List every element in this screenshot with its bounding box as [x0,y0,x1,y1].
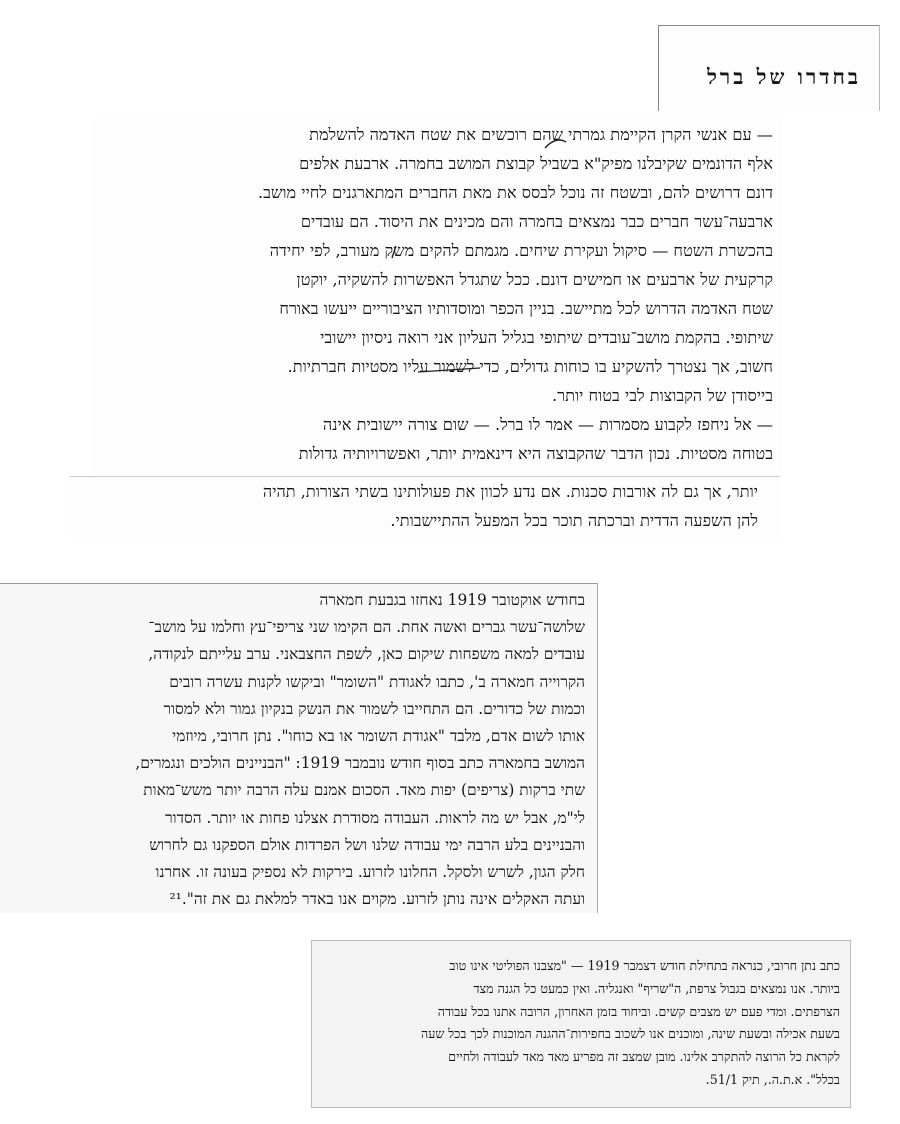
text-line: ביותר. אנו נמצאים בגבול צרפת, ה"שריף" ואנגליה. ואין כמעט כל הגנה מצד [473,980,840,996]
text-line: כתב נתן חרובי, כנראה בתחילת חודש דצמבר 1919 — "מצבנו הפוליטי אינו טוב [449,958,840,973]
text-line: שיתופי. בהקמת מושב־עובדים שיתופי בגליל העליון אני רואה ניסיון יישובי [320,328,773,347]
text-clipping-2 [0,583,598,913]
text-line: שטח האדמה הדרוש לכל מתיישב. בניין הכפר ומוסדותיו הציבוריים ייעשו באורח [279,299,773,318]
text-line: להן השפעה הדדית וברכתה תוכר בכל המפעל ההתיישבותי. [390,511,758,530]
text-line: עובדים למאה משפחות שיקום כאן, לשפת החצבאני. ערב עלייתם לנקודה, [148,645,585,664]
text-line: בכלל". א.ת.ה., תיק 51/1. [705,1071,840,1087]
text-line: קרקעית של ארבעים או חמישים דונם. ככל שתגדל האפשרות להשקיה, יוקטן [296,270,773,289]
text-line: הצרפתים. ומדי פעם יש מצבים קשים. וביחוד בזמן האחרון, הרובה אתנו בכל עבודה [437,1003,840,1019]
text-line: שתי ברקות (צריפים) יפות מאד. הסכום אמנם עלה הרבה יותר משש־מאות [143,781,585,800]
text-line: שלושה־עשר גברים ואשה אחת. הם הקימו שני צריפי־עץ וחלמו על מושב־ [148,618,585,637]
text-line: אלף הדונמים שקיבלנו מפיק"א בשביל קבוצת המושב בחמרה. ארבעת אלפים [299,154,773,173]
text-line: בייסודן של הקבוצות לבי בטוח יותר. [552,386,773,405]
text-line: והבניינים בלע הרבה ימי עבודה שלנו ושל הפרדות אולם הספקנו גם לחרוש [149,835,585,854]
text-clipping-1-continuation [70,476,780,538]
text-line: בשעת אכילה ובשעת שינה, ומוכנים אנו לשכוב בחפירות־ההגנה המוכנות לכך בכל שעה [420,1026,840,1042]
text-line: המושב בחמארה כתב בסוף חודש נובמבר 1919: "הבניינים הולכים ונגמרים, [135,754,585,773]
text-line: וכמות של כדורים. הם התחייבו לשמור את הנשק בנקיון גמור ולא למסור [163,699,585,718]
text-line: אותו לשום אדם, מלבד "אגודת השומר או בא כוחו". נתן חרובי, מיוזמי [172,727,585,746]
text-line: לקראת כל הרוצה להתקרב אלינו. מובן שמצב זה מפריע מאד מאד לעבודה ולחיים [448,1049,840,1065]
text-line: חשוב, אך נצטרך להשקיע בו כוחות גדולים, כדי לשמור עליו מסטיות חברתיות. [287,357,773,376]
text-line: בחודש אוקטובר 1919 נאחזו בגבעת חמארה [319,591,585,609]
text-line: דונם דרושים להם, ובשטח זה נוכל לבסס את מאת החברים המתארגנים לחיי מושב. [257,183,773,202]
text-line: לי"מ, אבל יש מה לראות. העבודה מסודרת אצלנו פחות או יותר. הסדור [165,808,585,827]
text-line: — עם אנשי הקרן הקיימת גמרתי שהם רוכשים את שטח האדמה להשלמת [309,125,773,144]
text-line: ארבעה־עשר חברים כבר נמצאים בחמרה והם מכינים את היסוד. הם עובדים [300,212,773,231]
text-line: יותר, אך גם לה אורבות סכנות. אם נדע לכוון את פעולותינו בשתי הצורות, תהיה [262,482,758,501]
text-line: חלק הגון, לשרש ולסקל. החלונו לזרוע. בירקות לא נספיק בעונה זו. אחרנו [155,863,585,882]
text-line: ועתה האקלים אינה נותן לזרוע. מקוים אנו באדר למלאת גם את זה".²¹ [169,890,585,909]
text-line: בטוחה מסטיות. נכון הדבר שהקבוצה היא דינאמית יותר, ואפשרויותיה גדולות [298,444,773,463]
text-line: — אל ניחפז לקבוע מסמרות — אמר לו ברל. — שום צורה יישובית אינה [322,415,773,434]
text-clipping-3 [311,940,851,1108]
page-title: בחדרו של ברל [707,64,861,89]
text-line: הקרוייה חמארה ב', כתבו לאגודת "השומר" וביקשו לקנות עשרה רובים [169,672,585,691]
header-clipping [658,25,880,111]
text-clipping-1 [93,118,783,478]
text-line: בהכשרת השטח — סיקול ועקירת שיחים. מגמתם להקים משק מעורב, לפי יחידה [269,241,773,260]
